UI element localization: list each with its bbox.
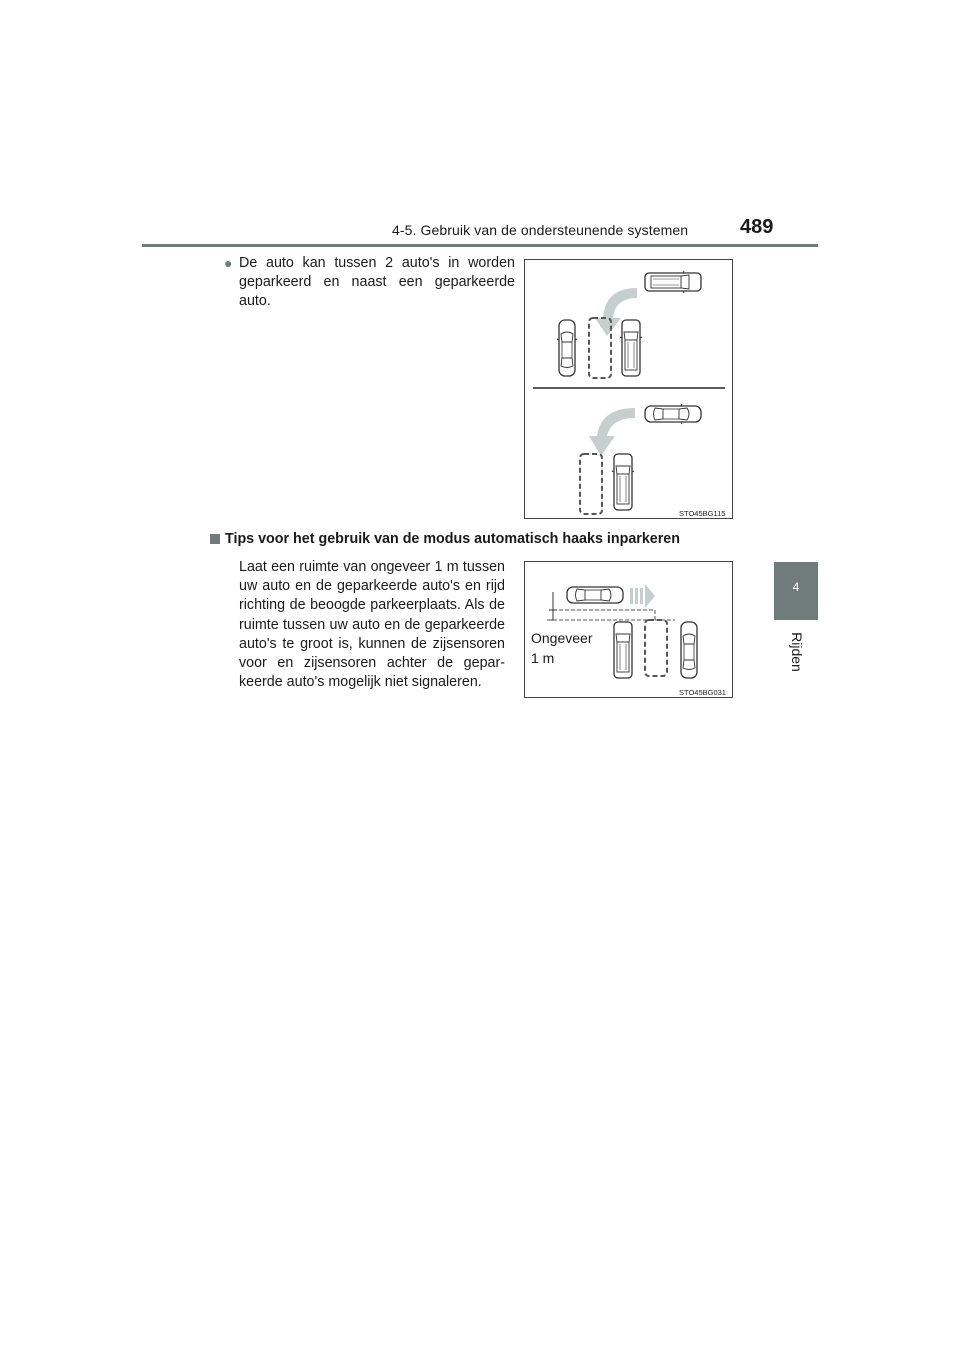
parking-diagram-1 [525,260,732,518]
chapter-tab [774,562,818,620]
parked-car-right-1 [620,320,642,376]
bullet-icon: ● [224,255,233,271]
direction-arrow [630,584,655,608]
chapter-number: 4 [792,580,800,594]
section-paragraph: Laat een ruimte van ongeveer 1 m tussen uw auto en de geparkeerde auto's en rijd richting de beoogde parkeerplaats. Als de ruimte tussen uw auto en de geparkeerde auto's te groot is, kunnen de zijsensoren voor en zijsensoren achter de gepar-keerde auto's mogelijk niet signaleren. [239,559,505,691]
parking-figure-2 [524,561,733,698]
parked-suv [614,622,632,678]
parked-car-left-1 [557,320,577,376]
figure-code: STO45BG115 [679,509,726,518]
moving-car-1 [645,271,701,293]
distance-label [531,628,592,668]
chapter-label: Rijden [789,632,805,672]
target-space [645,620,667,676]
bullet-text: De auto kan tussen 2 auto's in worden geparkeerd en naast een geparkeerde auto. [239,255,515,309]
moving-car [567,587,623,603]
section-title: 4-5. Gebruik van de ondersteunende systemen [392,222,689,238]
page-number: 489 [740,216,774,238]
section-marker-icon [210,534,220,544]
parked-car-2 [612,454,634,510]
target-space-2 [580,454,602,514]
section-heading: Tips voor het gebruik van de modus automatisch haaks inparkeren [225,531,680,547]
moving-car-2 [645,404,701,424]
turning-arrow-2 [589,408,635,456]
distance-label-line2: 1 m [531,650,555,666]
header-divider [142,244,818,247]
parked-car [681,622,697,678]
figure-code: STO45BG031 [679,688,726,697]
distance-label-line1: Ongeveer [531,630,593,646]
chapter-label-wrapper [782,632,812,682]
parking-figure-1 [524,259,733,519]
